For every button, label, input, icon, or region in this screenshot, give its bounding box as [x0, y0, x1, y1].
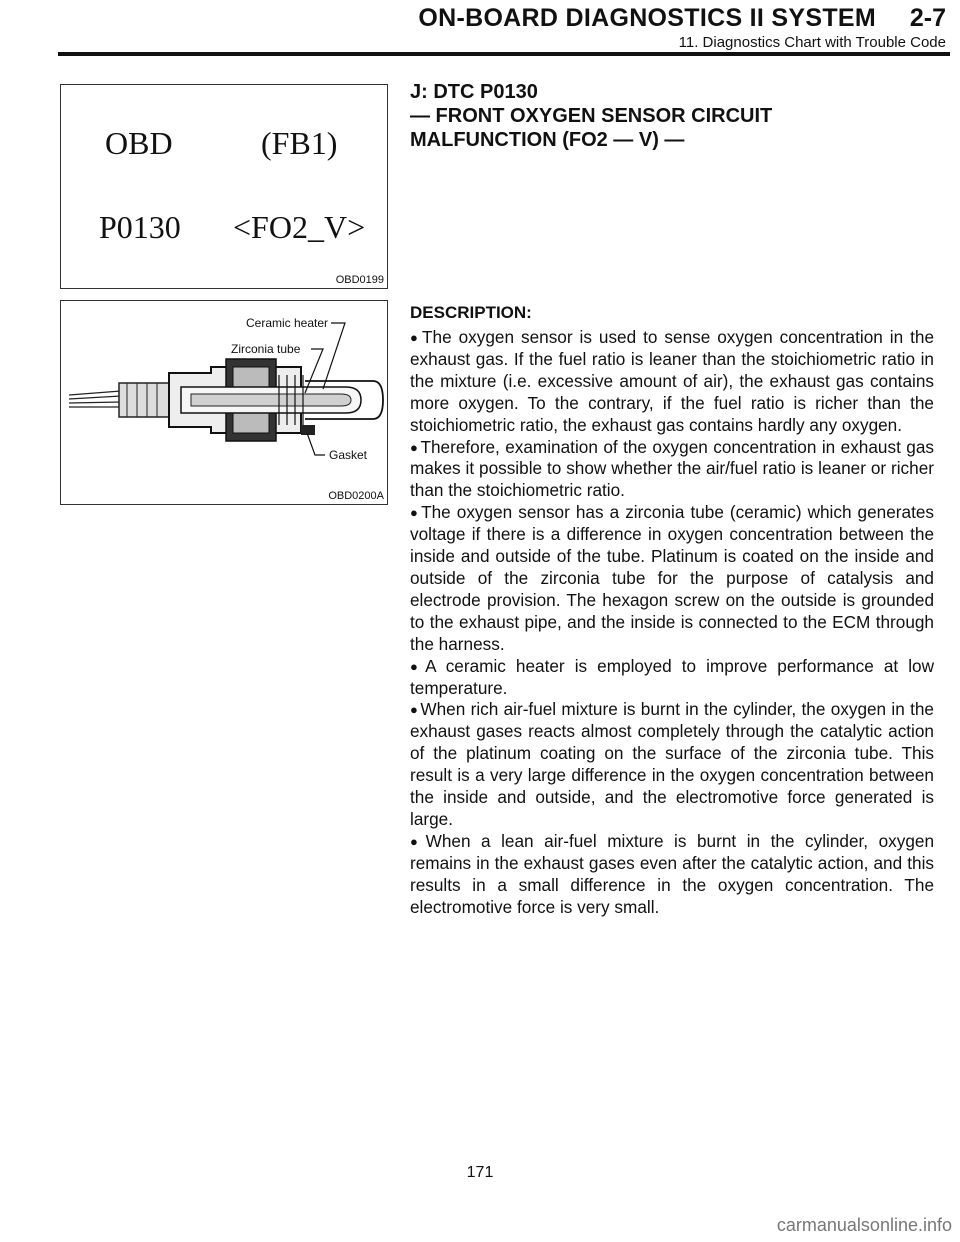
obd-display-figure — [60, 84, 388, 289]
fb1-label: (FB1) — [261, 125, 338, 161]
figure-id-label: OBD0199 — [335, 274, 384, 286]
bullet-icon: ● — [410, 505, 420, 521]
ceramic-heater-callout: Ceramic heater — [246, 316, 329, 330]
bullet-icon: ● — [410, 833, 424, 849]
header-rule — [58, 52, 950, 56]
dtc-heading — [410, 80, 930, 152]
description-paragraph: ● The oxygen sensor is used to sense oxygen concentration in the exhaust gas. If the fuel ratio is leaner than the stoichiometric ratio in the mixture (i.e. excessive amount of air), the exhaust gas contains more oxygen. To the contrary, if the fuel ratio is richer than the stoichiometric ratio, the exhaust gas contains hardly any oxygen. — [410, 327, 934, 435]
section-subtitle: 11. Diagnostics Chart with Trouble Code — [678, 34, 946, 51]
oxygen-sensor-drawing — [61, 301, 387, 504]
description-paragraph: ● The oxygen sensor has a zirconia tube (ceramic) which generates voltage if there is a difference in oxygen concentration between the inside and outside of the tube. Platinum is coated on the inside and outside of the zirconia tube for the purpose of catalysis and electrode provision. The hexagon screw on the outside is grounded to the exhaust pipe, and the inside is connected to the ECM through the harness. — [410, 502, 934, 654]
obd-label: OBD — [105, 125, 173, 161]
figure-id-label: OBD0200A — [328, 490, 384, 502]
section-code: 2-7 — [909, 4, 946, 32]
dtc-heading-line1: J: DTC P0130 — [410, 81, 538, 103]
bullet-icon: ● — [410, 658, 424, 674]
bullet-icon: ● — [410, 439, 419, 455]
description-paragraph: ● When rich air-fuel mixture is burnt in the cylinder, the oxygen in the exhaust gases reacts almost completely through the catalytic action of the platinum coating on the surface of the zirconia tube. This result is a very large difference in the oxygen concentration between the inside and outside, and the electromotive force generated is large. — [410, 699, 934, 829]
description-paragraph: ● A ceramic heater is employed to improve performance at low temperature. — [410, 655, 935, 698]
section-title: ON-BOARD DIAGNOSTICS II SYSTEM — [418, 4, 876, 32]
description-title: DESCRIPTION: — [410, 303, 532, 322]
description-body — [410, 327, 934, 918]
description-paragraph: ● When a lean air-fuel mixture is burnt in the cylinder, oxygen remains in the exhaust gases even after the catalytic action, and this results in a small difference in the oxygen concentration. The electromotive force is very small. — [410, 830, 935, 917]
fo2-v-label: <FO2_V> — [233, 209, 366, 245]
dtc-heading-line3: MALFUNCTION (FO2 — V) — — [410, 129, 685, 151]
oxygen-sensor-figure — [60, 300, 388, 505]
dtc-heading-line2: — FRONT OXYGEN SENSOR CIRCUIT — [410, 105, 773, 127]
bullet-icon: ● — [410, 330, 421, 345]
watermark-text: carmanualsonline.info — [776, 1215, 952, 1235]
description-paragraph: ● Therefore, examination of the oxygen concentration in exhaust gas makes it possible to show whether the air/fuel ratio is leaner or richer than the stoichiometric ratio. — [410, 436, 934, 501]
gasket-callout: Gasket — [329, 448, 368, 462]
zirconia-tube-callout: Zirconia tube — [231, 342, 301, 356]
page-number: 171 — [466, 1164, 494, 1181]
bullet-icon: ● — [410, 702, 419, 718]
dtc-code-label: P0130 — [99, 209, 181, 245]
